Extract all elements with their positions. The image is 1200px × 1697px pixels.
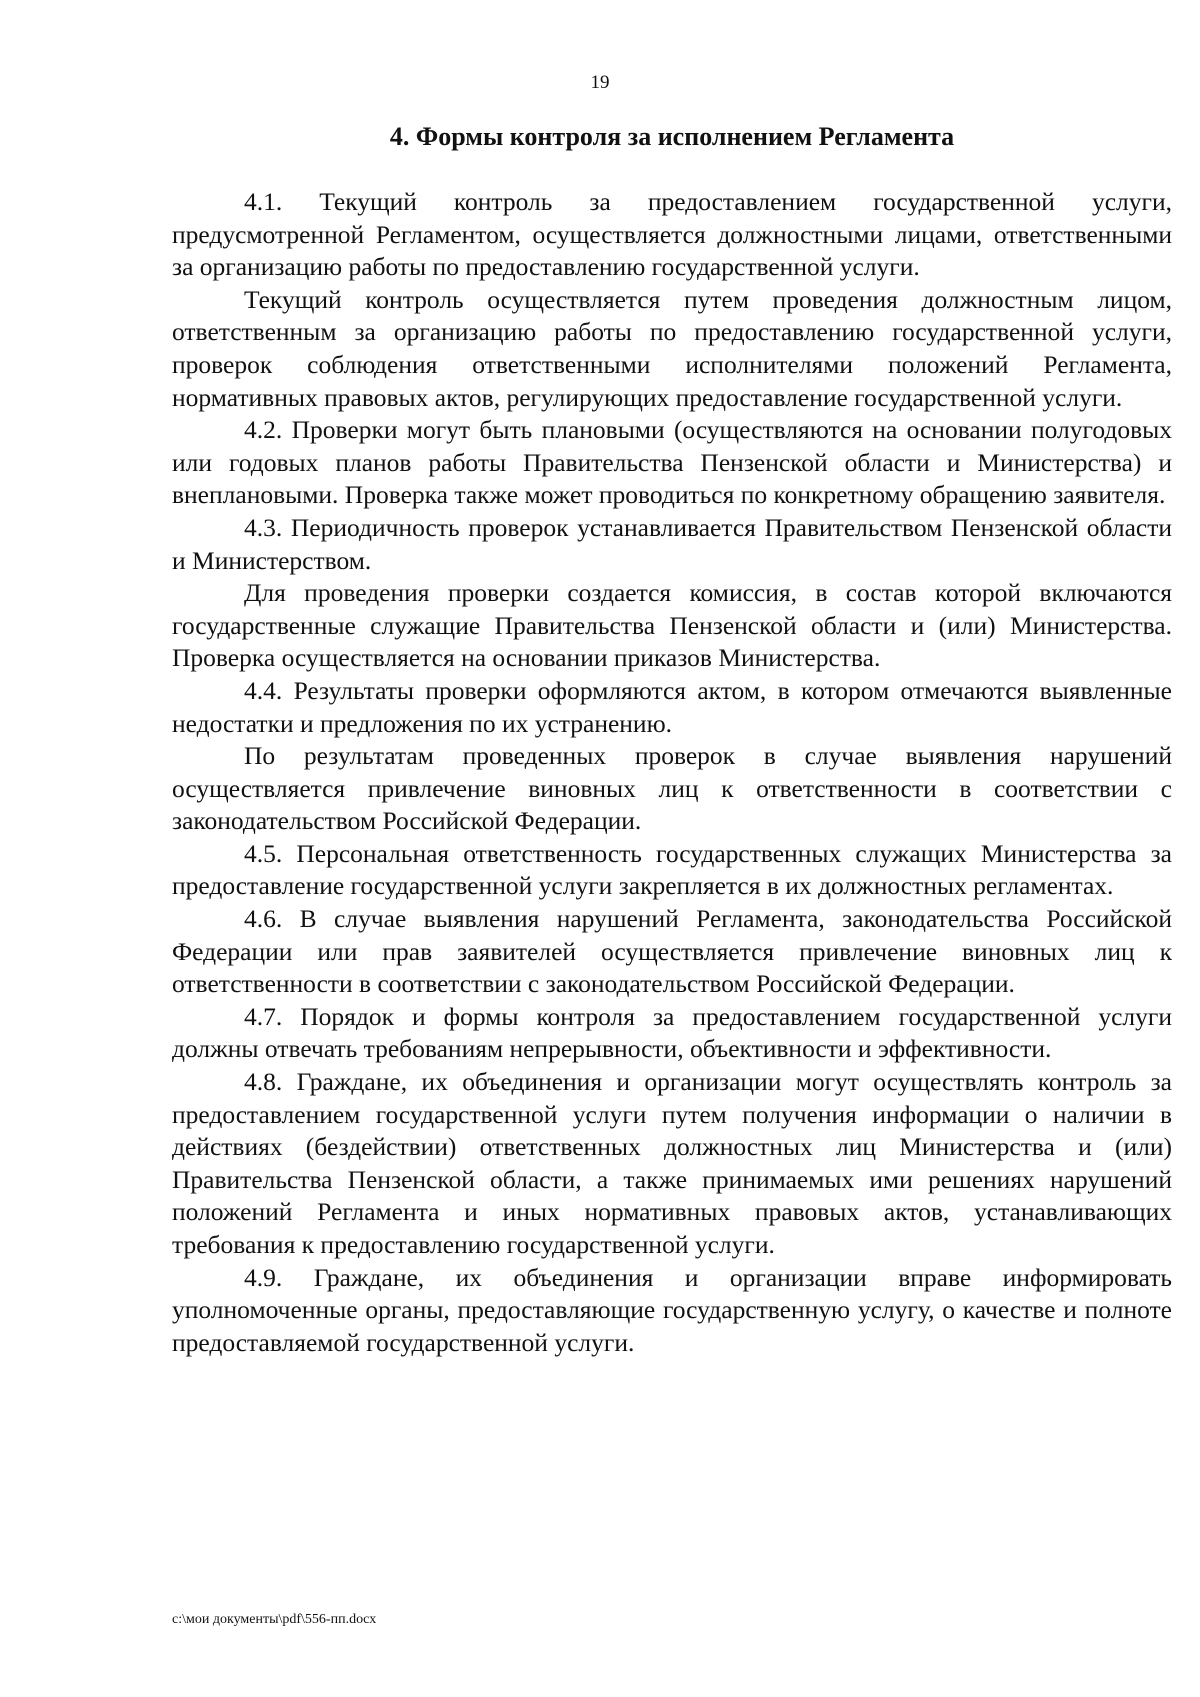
paragraph-4-3: 4.3. Периодичность проверок устанавливается Правительством Пензенской области и Министерством.: [172, 512, 1172, 575]
paragraph-4-2: 4.2. Проверки могут быть плановыми (осуществляются на основании полугодовых или годовых планов работы Правительства Пензенской области и Министерства) и внеплановыми. Проверка также может проводиться по конкретному обращению заявителя.: [172, 415, 1172, 510]
paragraph-4-3-commission: Для проведения проверки создается комиссия, в состав которой включаются государственные служащие Правительства Пензенской области и (или) Министерства. Проверка осуществляется на основании приказов Министерства.: [172, 578, 1172, 673]
paragraph-4-1-current-control: Текущий контроль осуществляется путем проведения должностным лицом, ответственным за организацию работы по предоставлению государственной услуги, проверок соблюдения ответственными исполнителями положений Регламента, нормативных правовых актов, регулирующих предоставление государственной услуги.: [172, 284, 1172, 412]
paragraph-4-9: 4.9. Граждане, их объединения и организации вправе информировать уполномоченные органы, предоставляющие государственную услугу, о качестве и полноте предоставляемой государственной услуги.: [172, 1262, 1172, 1357]
section-body: [172, 186, 1172, 1359]
paragraph-4-7: 4.7. Порядок и формы контроля за предоставлением государственной услуги должны отвечать требованиям непрерывности, объективности и эффективности.: [172, 1001, 1172, 1064]
paragraph-4-8: 4.8. Граждане, их объединения и организации могут осуществлять контроль за предоставлением государственной услуги путем получения информации о наличии в действиях (бездействии) ответственных должностных лиц Министерства и (или) Правительства Пензенской области, а также принимаемых ими решениях нарушений положений Регламента и иных нормативных правовых актов, устанавливающих требования к предоставлению государственной услуги.: [172, 1067, 1172, 1259]
paragraph-4-4-results: По результатам проведенных проверок в случае выявления нарушений осуществляется привлечение виновных лиц к ответственности в соответствии с законодательством Российской Федерации.: [172, 741, 1172, 836]
section-title: 4. Формы контроля за исполнением Регламента: [389, 122, 955, 151]
footer-file-path: c:\мои документы\pdf\556-пп.docx: [172, 1612, 377, 1627]
paragraph-4-5: 4.5. Персональная ответственность государственных служащих Министерства за предоставление государственной услуги закрепляется в их должностных регламентах.: [172, 838, 1172, 901]
page-number: 19: [590, 72, 610, 93]
paragraph-4-6: 4.6. В случае выявления нарушений Регламента, законодательства Российской Федерации или прав заявителей осуществляется привлечение виновных лиц к ответственности в соответствии с законодательством Российской Федерации.: [172, 904, 1172, 999]
paragraph-4-4: 4.4. Результаты проверки оформляются актом, в котором отмечаются выявленные недостатки и предложения по их устранению.: [172, 675, 1172, 738]
paragraph-4-1: 4.1. Текущий контроль за предоставлением государственной услуги, предусмотренной Регламентом, осуществляется должностными лицами, ответственными за организацию работы по предоставлению государственной услуги.: [172, 187, 1172, 282]
